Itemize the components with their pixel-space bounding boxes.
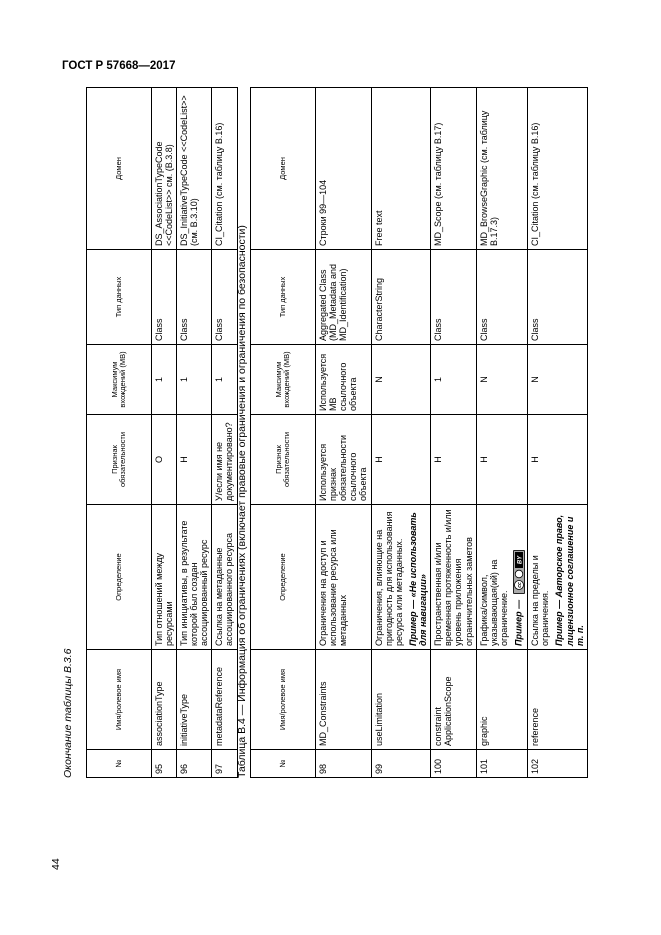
cell-type: Class: [177, 250, 212, 345]
cell-max: N: [371, 345, 431, 415]
cell-domain: MD_Scope (см. таблицу В.17): [431, 88, 477, 250]
cell-definition: Ограничения на доступ и использование ресурса или метаданных: [316, 505, 372, 650]
cell-obligation: Н: [371, 415, 431, 505]
definition-text: Ссылка на пределы и ограничения.: [530, 555, 551, 646]
cell-number: 95: [152, 750, 177, 778]
cell-max: 1: [431, 345, 477, 415]
example-text: Пример — «Не использовать для навигации»: [407, 512, 428, 646]
cell-max: 1: [152, 345, 177, 415]
col-data-type: Тип данных: [87, 250, 152, 345]
cell-number: 98: [316, 750, 372, 778]
col-domain: Домен: [87, 88, 152, 250]
cell-definition: [528, 505, 588, 650]
table1: [86, 87, 238, 778]
example-label: Пример —: [513, 599, 524, 646]
cell-number: 96: [177, 750, 212, 778]
col-obligation: Признак обязательности: [87, 415, 152, 505]
table1-header-row: [87, 88, 152, 778]
table2: [250, 87, 588, 778]
cell-obligation: Н: [177, 415, 212, 505]
cell-domain: CI_Citation (см. таблицу В.16): [528, 88, 588, 250]
cell-max: N: [476, 345, 527, 415]
col-number: №: [87, 750, 152, 778]
col-domain: Домен: [251, 88, 316, 250]
table-row: [212, 88, 237, 778]
cell-obligation: Н: [528, 415, 588, 505]
cell-definition: Тип инициативы, в результате которой был создан ассоциированный ресурс: [177, 505, 212, 650]
table1-block: [62, 88, 238, 778]
example-text: [513, 508, 525, 646]
cell-obligation: Н: [431, 415, 477, 505]
cell-max: 1: [177, 345, 212, 415]
table-row: [528, 88, 588, 778]
col-name: Имя/ролевое имя: [251, 650, 316, 750]
cell-name: useLimitation: [371, 650, 431, 750]
table2-caption: Таблица В.4 — Информация об ограничениях (включает правовые ограничения и ограничения по безопасности): [236, 225, 248, 778]
example-text: Пример — Авторское право, лицензионное соглашение и т. п.: [554, 514, 585, 646]
definition-text: Ограничения, влияющие на пригодность для использования ресурса или метаданных.: [373, 511, 404, 646]
cell-number: 101: [476, 750, 527, 778]
cell-domain: DS_InitiativeTypeCode <<CodeList>> (см. В.3.10): [177, 88, 212, 250]
table2-block: [236, 88, 588, 778]
cell-type: Aggregated Class (MD_Metadata and MD_Identification): [316, 250, 372, 345]
cell-name: metadataReference: [212, 650, 237, 750]
cell-obligation: Н: [476, 415, 527, 505]
cell-name: initiativeType: [177, 650, 212, 750]
cell-obligation: Используется признак обязательности ссылочного объекта: [316, 415, 372, 505]
page-number: 44: [50, 858, 62, 870]
cc-by-license-icon: [513, 550, 525, 594]
svg-text:cc: cc: [517, 582, 524, 589]
table-row: [371, 88, 431, 778]
cell-type: Class: [212, 250, 237, 345]
table-row: [316, 88, 372, 778]
cell-number: 97: [212, 750, 237, 778]
cell-number: 102: [528, 750, 588, 778]
table-row: [177, 88, 212, 778]
col-obligation: Признак обязательности: [251, 415, 316, 505]
cell-number: 100: [431, 750, 477, 778]
cell-max: N: [528, 345, 588, 415]
col-max-occurrence: Максимум вхождений (МВ): [251, 345, 316, 415]
col-max-occurrence: Максимум вхождений (МВ): [87, 345, 152, 415]
col-definition: Определение: [251, 505, 316, 650]
table-row: [431, 88, 477, 778]
cell-domain: CI_Citation (см. таблицу В.16): [212, 88, 237, 250]
table2-header-row: [251, 88, 316, 778]
table-row: [152, 88, 177, 778]
cell-domain: DS_AssociationTypeCode <<CodeList>> см. (В.3.8): [152, 88, 177, 250]
cc-badge-text: BY: [517, 556, 524, 565]
cell-definition: [476, 505, 527, 650]
definition-text: Графика/символ, указывающая(ий) на ограничение.: [478, 559, 509, 646]
cell-definition: Ссылка на метаданные ассоциированного ресурса: [212, 505, 237, 650]
cell-name: MD_Constraints: [316, 650, 372, 750]
cell-name: graphic: [476, 650, 527, 750]
cell-type: Class: [431, 250, 477, 345]
table-row: [476, 88, 527, 778]
cell-max: Используется МВ ссылочного объекта: [316, 345, 372, 415]
cell-definition: Тип отношений между ресурсами: [152, 505, 177, 650]
cell-definition: [371, 505, 431, 650]
cell-name: associationType: [152, 650, 177, 750]
cell-type: Class: [152, 250, 177, 345]
cell-type: Class: [528, 250, 588, 345]
cell-domain: Строки 99—104: [316, 88, 372, 250]
document-header: ГОСТ Р 57668—2017: [62, 60, 176, 72]
cell-type: Class: [476, 250, 527, 345]
col-data-type: Тип данных: [251, 250, 316, 345]
table1-caption: Окончание таблицы В.3.6: [62, 648, 74, 778]
cell-number: 99: [371, 750, 431, 778]
cell-domain: MD_BrowseGraphic (см. таблицу В.17.3): [476, 88, 527, 250]
cell-obligation: О: [152, 415, 177, 505]
cell-domain: Free text: [371, 88, 431, 250]
col-number: №: [251, 750, 316, 778]
cell-name: reference: [528, 650, 588, 750]
cell-definition: Пространственная и/или временная протяженность и/или уровень приложения ограничительных заметов: [431, 505, 477, 650]
cell-name: constraint ApplicationScope: [431, 650, 477, 750]
cell-obligation: У/если имя не документировано?: [212, 415, 237, 505]
col-definition: Определение: [87, 505, 152, 650]
col-name: Имя/ролевое имя: [87, 650, 152, 750]
cell-type: CharacterString: [371, 250, 431, 345]
cell-max: 1: [212, 345, 237, 415]
